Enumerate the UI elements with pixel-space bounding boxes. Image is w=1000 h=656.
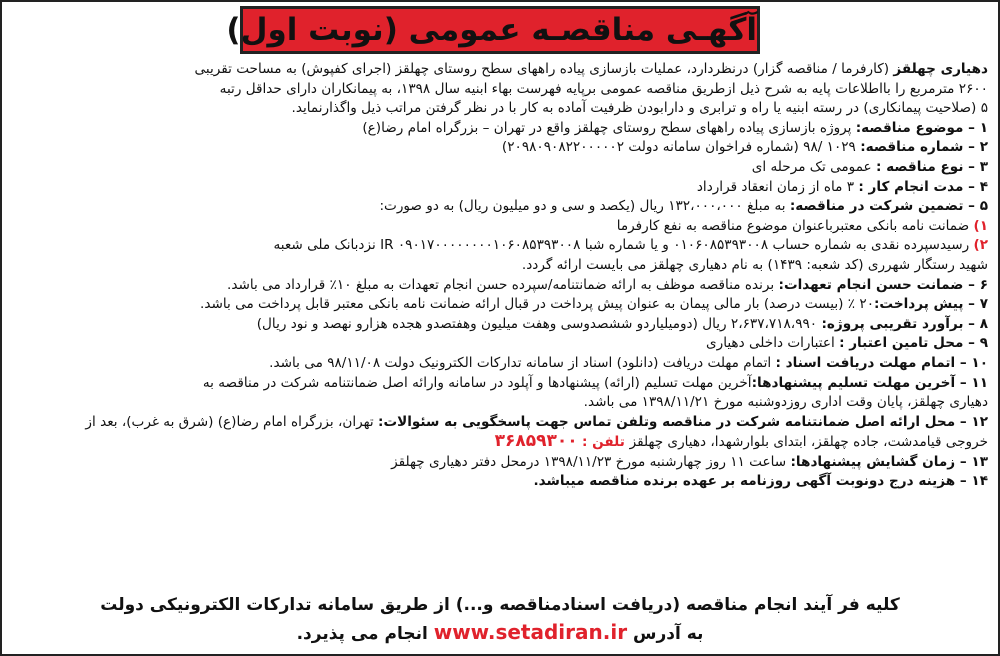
item-1: ۱ – موضوع مناقصه: پروژه بازسازی پیاده راههای سطح روستای چهلقز واقع در تهران – بزرگراه امام رضا(ع) (362, 119, 988, 136)
item-12: ۱۲ – محل ارائه اصل ضمانتنامه شرکت در مناقصه وتلفن تماس جهت پاسخگویی به سئوالات: تهران، بزرگراه امام رضا(ع) (شرق به غرب)، بعد از (85, 413, 988, 430)
footer-line-1: کلیه فر آیند انجام مناقصه (دریافت اسنادمناقصه و...) از طریق سامانه تدارکات الکترونیکی دولت (100, 595, 900, 615)
notice-footer (12, 592, 988, 648)
item-8: ۸ – برآورد تقریبی پروژه: ۲،۶۳۷،۷۱۸،۹۹۰ ریال (دومیلیاردو ششصدوسی وهفت میلیون وهفتصدو هجده هزارو نهصد و نود ریال) (256, 315, 988, 332)
item-11-cont: دهیاری چهلقز، پایان وقت اداری روزدوشنبه مورخ ۱۳۹۸/۱۱/۲۱ می باشد. (583, 394, 988, 411)
intro-line-3: ۵ (صلاحیت پیمانکاری) در رسته ابنیه یا راه و ترابری و دارابودن ظرفیت آماده به کار با در نظر گرفتن مراتب ذیل واگذارنماید. (291, 100, 988, 117)
guarantee-option-1: ۱) ضمانت نامه بانکی معتبرباعنوان موضوع مناقصه به نفع کارفرما (616, 217, 988, 234)
notice-body (12, 60, 988, 492)
item-7: ۷ – پیش پرداخت:۲۰ ٪ (بیست درصد) بار مالی پیمان به عنوان پیش پرداخت در قبال ارائه ضمانت نامه بانکی معتبر قابل پرداخت می باشد. (200, 296, 988, 313)
phone-number: ۳۶۸۵۹۳۰۰ (494, 432, 578, 452)
footer-line-2: به آدرس www.setadiran.ir انجام می پذیرد. (296, 620, 704, 644)
item-11: ۱۱ – آخرین مهلت تسلیم پیشنهادها:آخرین مهلت تسلیم (ارائه) پیشنهادها و آپلود در سامانه وارائه اصل ضمانتنامه شرکت در مناقصه به (202, 374, 988, 391)
notice-title: آگهـی مناقصـه عمومی (نوبت اول) (240, 6, 760, 54)
guarantee-option-2-cont: شهید رستگار شهرری (کد شعبه: ۱۴۳۹) به نام دهیاری چهلقز می بایست ارائه گردد. (521, 256, 988, 273)
item-14: ۱۴ – هزینه درج دونوبت آگهی روزنامه بر عهده برنده مناقصه میباشد. (533, 473, 988, 490)
item-2: ۲ – شماره مناقصه: ۱۰۲۹ /۹۸ (شماره فراخوان سامانه دولت ۲۰۹۸۰۹۰۸۲۲۰۰۰۰۰۲) (501, 139, 988, 156)
item-5: ۵ – تضمین شرکت در مناقصه: به مبلغ ۱۳۲،۰۰۰،۰۰۰ ریال (یکصد و سی و دو میلیون ریال) به دو صورت: (379, 198, 988, 215)
setadiran-link[interactable]: www.setadiran.ir (433, 620, 628, 644)
intro-line-2: ۲۶۰۰ مترمربع را بااطلاعات پایه به شرح ذیل ازطریق مناقصه عمومی برپایه فهرست بهاء ابنیه سال ۱۳۹۸، به پیمانکاران دارای حداقل رتبه (219, 80, 988, 97)
intro-line-1: دهیاری چهلقز (کارفرما / مناقصه گزار) درنظردارد، عملیات بازسازی پیاده راههای سطح روستای چهلقز (اجرای کفپوش) به مساحت تقریبی (194, 61, 988, 77)
item-6: ۶ – ضمانت حسن انجام تعهدات: برنده مناقصه موظف به ارائه ضمانتنامه/سپرده حسن انجام تعهدات به مبلغ ۱۰٪ قرارداد می باشد. (227, 276, 988, 293)
item-10: ۱۰ – اتمام مهلت دریافت اسناد : اتمام مهلت دریافت (دانلود) اسناد از سامانه تدارکات الکترونیک دولت ۹۸/۱۱/۰۸ می باشد. (269, 354, 988, 371)
org-name: دهیاری چهلقز (893, 61, 988, 77)
item-13: ۱۳ – زمان گشایش پیشنهادها: ساعت ۱۱ روز چهارشنبه مورخ ۱۳۹۸/۱۱/۲۳ درمحل دفتر دهیاری چهلقز (391, 453, 988, 470)
phone-label: تلفن : (581, 434, 630, 451)
item-3: ۳ – نوع مناقصه : عمومی تک مرحله ای (751, 158, 988, 175)
guarantee-option-2: ۲) رسیدسپرده نقدی به شماره حساب ۰۱۰۶۰۸۵۳۹۳۰۰۸ و یا شماره شبا IR ۰۹۰۱۷۰۰۰۰۰۰۰۰۱۰۶۰۸۵۳۹۳۰۰۸ نزدبانک ملی شعبه (273, 237, 988, 254)
item-12-cont: خروجی قیامدشت، جاده چهلقز، ابتدای بلوارشهدا، دهیاری چهلقز تلفن : ۳۶۸۵۹۳۰۰ (494, 432, 988, 452)
item-9: ۹ – محل تامین اعتبار : اعتبارات داخلی دهیاری (705, 335, 988, 352)
item-4: ۴ – مدت انجام کار : ۳ ماه از زمان انعقاد قرارداد (696, 178, 988, 195)
